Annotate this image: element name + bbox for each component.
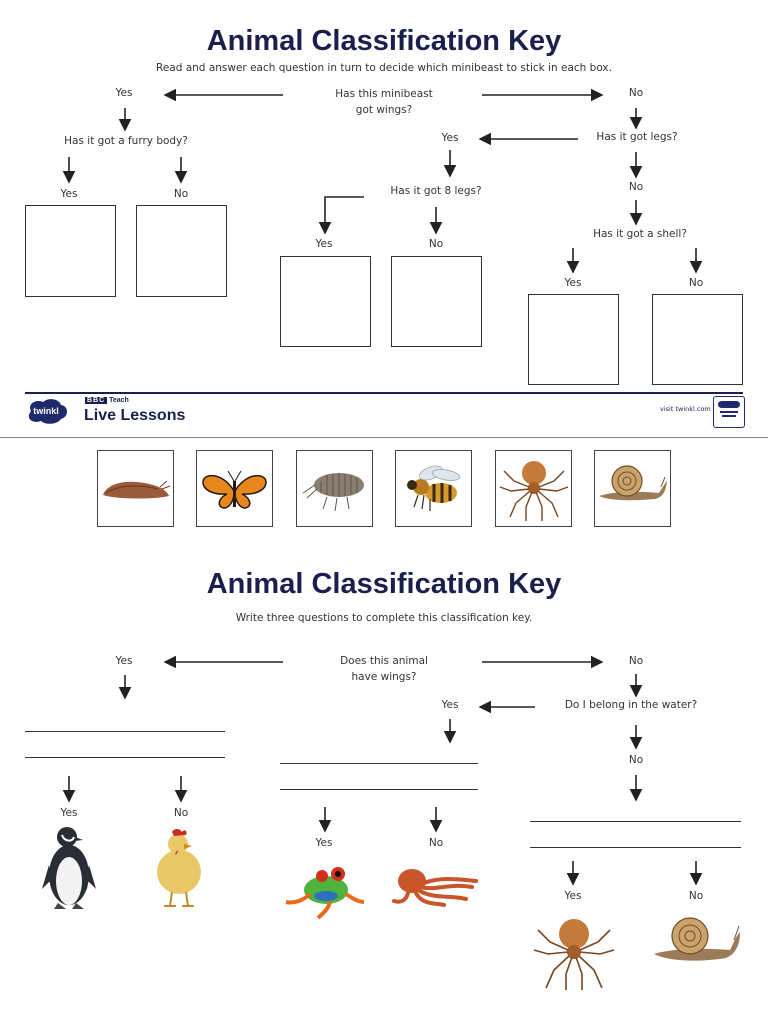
sheet2-yes-right: Yes [564,890,582,902]
sheet2-yes-left: Yes [60,807,78,819]
sheet1-no-8legs: No [428,238,444,250]
visit-twinkl-link[interactable]: visit twinkl.com [660,405,711,413]
write-line-right-1[interactable] [530,821,741,822]
sheet1-no-wings: No [628,87,644,99]
sheet1-question-furry: Has it got a furry body? [64,135,188,147]
sheet1-no-shell: No [688,277,704,289]
spider-icon [530,906,618,992]
chicken-icon [152,826,208,910]
live-lessons-brand: Live Lessons [84,407,186,424]
sheet2-question-wings-line2: have wings? [351,671,417,683]
sheet2-no-water: No [628,754,644,766]
write-line-left-1[interactable] [25,731,225,732]
sheet2-question-water: Do I belong in the water? [564,699,698,711]
penguin-icon [40,825,98,911]
frog-icon [280,862,366,924]
sheet2-no-middle: No [428,837,444,849]
sheet1-yes-wings: Yes [115,87,133,99]
sheet1-question-shell: Has it got a shell? [593,228,687,240]
sheet2-title: Animal Classification Key [206,568,562,600]
sheet2-no-right: No [688,890,704,902]
write-line-right-2[interactable] [530,847,741,848]
sheet1-question-8legs: Has it got 8 legs? [390,185,482,197]
octopus-icon [390,865,480,909]
twinkl-logo-text: twinkl [33,406,59,416]
snail-icon [652,914,742,966]
sheet1-no-legs: No [628,181,644,193]
sheet2-no-left: No [173,807,189,819]
sheet1-yes-legs: Yes [441,132,459,144]
sheet1-instruction: Read and answer each question in turn to decide which minibeast to stick in each box. [156,62,612,74]
sheet1-yes-shell: Yes [564,277,582,289]
sheet2-no-wings: No [628,655,644,667]
sheet1-question-wings-line1: Has this minibeast [335,88,433,100]
sheet2-question-wings-line1: Does this animal [340,655,428,667]
sheet1-yes-8legs: Yes [315,238,333,250]
sheet2-yes-wings: Yes [115,655,133,667]
sheet2-instruction: Write three questions to complete this classification key. [235,612,533,624]
write-line-middle-2[interactable] [280,789,478,790]
sheet1-question-legs: Has it got legs? [596,131,678,143]
sheet1-yes-furry: Yes [60,188,78,200]
sheet2-yes-water: Yes [441,699,459,711]
sheet1-question-wings-line2: got wings? [355,104,413,116]
teach-label: Teach [109,397,129,404]
bbc-logo: BBC [87,397,106,404]
write-line-left-2[interactable] [25,757,225,758]
sheet2-yes-middle: Yes [315,837,333,849]
sheet2-question-wings [340,653,428,685]
sheet1-title: Animal Classification Key [206,25,562,57]
sheet1-no-furry: No [173,188,189,200]
write-line-middle-1[interactable] [280,763,478,764]
